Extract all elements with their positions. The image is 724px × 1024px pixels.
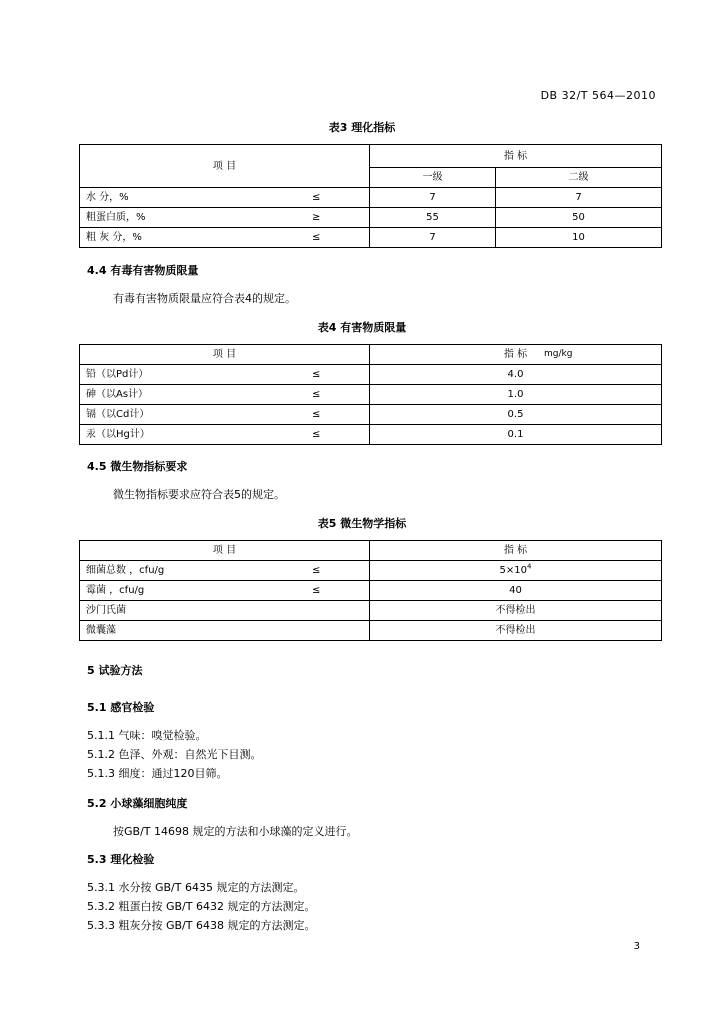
row-value: 5×10	[499, 565, 527, 576]
list-item: 5.1.3 细度：通过120目筛。	[87, 767, 228, 780]
row-name: 沙门氏菌	[80, 601, 370, 621]
table4	[79, 344, 662, 445]
row-name: 微囊藻	[80, 621, 370, 641]
row-name: 铅（以Pd计）	[86, 369, 149, 380]
list-item: 5.3.1 水分按 GB/T 6435 规定的方法测定。	[87, 881, 305, 894]
row-symbol: ≤	[312, 232, 321, 243]
row-symbol: ≤	[312, 389, 321, 400]
table3-header-index: 指 标	[370, 145, 662, 168]
section-4-5-title: 4.5 微生物指标要求	[87, 460, 188, 473]
section-4-5-text: 微生物指标要求应符合表5的规定。	[113, 488, 285, 501]
list-item: 5.3.2 粗蛋白按 GB/T 6432 规定的方法测定。	[87, 900, 316, 913]
row-value-grade1: 7	[370, 228, 496, 248]
table-row	[80, 208, 662, 228]
table3-header-grade2: 二级	[496, 168, 662, 188]
row-symbol: ≤	[312, 369, 321, 380]
row-name: 镉（以Cd计）	[86, 409, 150, 420]
table-row	[80, 385, 662, 405]
row-symbol: ≤	[312, 409, 321, 420]
row-name: 水 分，%	[86, 192, 129, 203]
table4-header-index: 指 标	[503, 349, 528, 360]
table4-header-item: 项 目	[80, 345, 370, 365]
table5-caption: 表5 微生物学指标	[317, 517, 407, 530]
row-value: 不得检出	[370, 621, 662, 641]
list-item: 5.3.3 粗灰分按 GB/T 6438 规定的方法测定。	[87, 919, 316, 932]
row-symbol: ≥	[312, 212, 321, 223]
table3-header-item: 项 目	[80, 145, 370, 188]
row-value: 不得检出	[370, 601, 662, 621]
row-value: 0.5	[370, 405, 662, 425]
section-5-2-title: 5.2 小球藻细胞纯度	[87, 797, 188, 810]
row-value: 1.0	[370, 385, 662, 405]
row-name: 汞（以Hg计）	[86, 429, 150, 440]
row-value: 4.0	[370, 365, 662, 385]
table5-header-item: 项 目	[80, 541, 370, 561]
page-number: 3	[633, 941, 640, 952]
row-value-grade1: 7	[370, 188, 496, 208]
table-row	[80, 365, 662, 385]
list-item: 5.1.1 气味：嗅觉检验。	[87, 729, 207, 742]
table-row	[80, 188, 662, 208]
table-row	[80, 561, 662, 581]
table-row	[80, 405, 662, 425]
section-5-2-text: 按GB/T 14698 规定的方法和小球藻的定义进行。	[113, 825, 358, 838]
row-value-grade2: 7	[496, 188, 662, 208]
row-value: 40	[370, 581, 662, 601]
section-4-4-title: 4.4 有毒有害物质限量	[87, 264, 199, 277]
row-name: 粗 灰 分，%	[86, 232, 142, 243]
section-4-4-text: 有毒有害物质限量应符合表4的规定。	[113, 292, 296, 305]
table3	[79, 144, 662, 248]
section-5-title: 5 试验方法	[87, 664, 143, 677]
table-row	[80, 601, 662, 621]
table4-header-unit: mg/kg	[544, 349, 573, 359]
row-value-grade2: 10	[496, 228, 662, 248]
row-name: 砷（以As计）	[86, 389, 149, 400]
table3-header-grade1: 一级	[370, 168, 496, 188]
table-row	[80, 621, 662, 641]
row-value-grade2: 50	[496, 208, 662, 228]
table4-caption: 表4 有害物质限量	[317, 321, 407, 334]
row-name: 细菌总数 ，cfu/g	[86, 565, 165, 576]
row-value-grade1: 55	[370, 208, 496, 228]
table3-caption: 表3 理化指标	[328, 121, 396, 134]
section-5-1-title: 5.1 感官检验	[87, 701, 155, 714]
row-value-exponent: 4	[527, 562, 532, 571]
row-symbol: ≤	[312, 585, 321, 596]
table5-header-index: 指 标	[370, 541, 662, 561]
list-item: 5.1.2 色泽、外观：自然光下目测。	[87, 748, 262, 761]
section-5-3-title: 5.3 理化检验	[87, 853, 155, 866]
row-name: 粗蛋白质，%	[86, 212, 146, 223]
table5	[79, 540, 662, 641]
row-value: 0.1	[370, 425, 662, 445]
standard-code: DB 32/T 564—2010	[540, 89, 656, 102]
row-symbol: ≤	[312, 192, 321, 203]
table-row	[80, 425, 662, 445]
row-symbol: ≤	[312, 565, 321, 576]
table-row	[80, 581, 662, 601]
table-row	[80, 228, 662, 248]
row-name: 霉菌 ，cfu/g	[86, 585, 145, 596]
row-symbol: ≤	[312, 429, 321, 440]
